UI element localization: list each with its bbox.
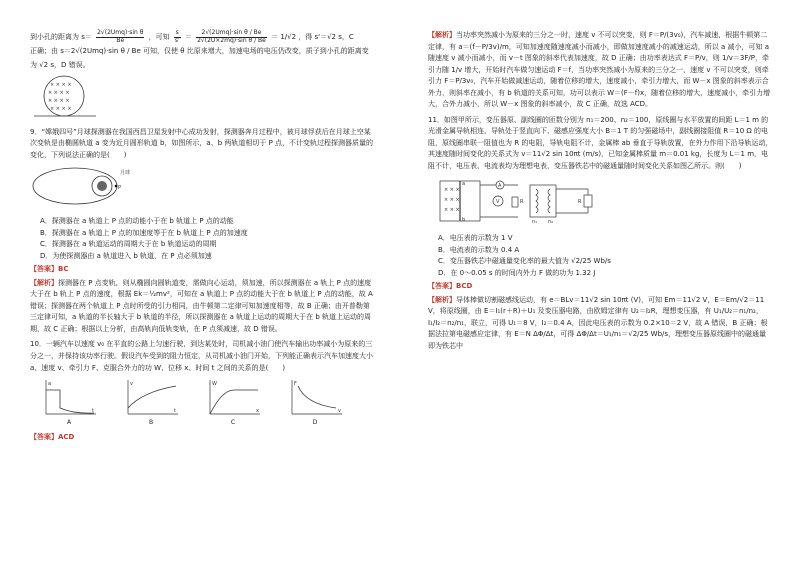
svg-text:V: V xyxy=(496,198,500,205)
svg-text:× × × ×: × × × × xyxy=(50,106,72,113)
svg-text:× × × ×: × × × × xyxy=(50,82,72,89)
svg-text:b: b xyxy=(462,216,466,223)
question-11-title: 11．如图甲所示，变压器原、副线圈的匝数分别为 n₁＝200、n₂＝100，原线圈与水平放置的间距 L＝1 m 的光滑金属导轨相连，导轨处于竖直向下、磁感应强度大小 B＝1 T 的匀强磁场中，副线圈接阻值 R＝10 Ω 的电阻，原线圈串联一阻值也为 R 的电阻，导轨电阻不计，金属棒 ab 垂直于导轨放置，在外力作用下沿导轨运动，其速度随时间变化的关系式为 v＝11√2 sin 10πt (m/s)，已知金属棒质量 m＝0.01 kg，长度为 L＝1 m，电阻不计，电压表、电流表均为理想电表，变压器铁芯中的磁通量随时间变化关系如图乙所示。则( ) xyxy=(428,115,773,171)
graph-c xyxy=(204,378,262,428)
fraction: $\frac{s}{s'}$ xyxy=(174,29,180,44)
circuit-figure xyxy=(438,177,773,230)
svg-text:A: A xyxy=(498,182,502,189)
svg-text:n₁: n₁ xyxy=(532,218,538,225)
svg-text:t: t xyxy=(92,408,94,415)
left-column xyxy=(30,30,375,446)
svg-text:F: F xyxy=(294,381,297,388)
paragraph: 正确；由 s＝2√(2Umq)·sin θ / Be 可知，仅使 θ 比原来增大，加速电场的电压仍改变，质子到小孔的距离变 xyxy=(30,47,369,56)
answer-11: 【答案】BCD xyxy=(428,282,473,291)
q10-graphs xyxy=(40,378,375,428)
analysis-11: 【解析】导体棒做切割磁感线运动，有 e＝BLv＝11√2 sin 10πt (V)，可知 Em＝11√2 V，E＝Em/√2＝11 V，将原线圈，由 E＝I₁(r＋R)＋U₁ 及变压器电路，由欧姆定律有 U₂＝I₂R，理想变压器，有 U₁/U₂＝n₁/n₂，I₁/I₂＝n₂/n₁，联立，可得 U₁＝8 V，I₂＝0.4 A，因此电压表的示数为 0.2×10＝2 V，故 A 错误，B 正确；根据法拉第电磁感应定律，有 E＝N ΔΦ/Δt，可得 ΔΦ/Δt＝U₁/n₁＝√2/25 Wb/s，理想变压器原线圈中的磁通量即为铁芯中 xyxy=(428,295,768,351)
analysis-10: 【解析】当功率突然减小为原来的三分之一时，速度 v 不可以突变，则 F＝P/(3v₀)，汽车减速，根据牛顿第二定律，有 a＝(f－P/3v)/m，可知加速度随速度减小而减小，即做加速度减小的减速运动，所以 a 减小，可知 a 随速度 v 减小而减小，而 v－t 图象的斜率代表加速度，故 D 正确；由功率表达式 F＝P/v，则 1/v＝3F/P，牵引力随 1/v 增大，开始时汽车做匀速运动 F＝f，当功率突然减小为原来的三分之一，速度 v 不可以突变，则牵引力 F＝P/3v₀，汽车开始做减速运动，随着位移的增大，速度减小，牵引力增大，而 W－x 图象的斜率表示合外力，则斜率在减小，有 b 轨道的关系可知，功可以表示 W＝(F－f)x，随着位移的增大，速度减小，牵引力增大，合外力减小，所以 W－x 图象的斜率减小，故 C 正确，故选 ACD。 xyxy=(428,31,771,109)
option-d: D．为使探测器由 a 轨道进入 b 轨道，在 P 点必须加速 xyxy=(40,251,212,260)
orbit-diagram xyxy=(30,164,140,208)
graph-a xyxy=(40,378,98,428)
svg-text:x: x xyxy=(256,408,259,415)
option-b: B．电流表的示数为 0.4 A xyxy=(438,245,520,254)
right-column xyxy=(428,30,773,355)
fraction: $\frac{\text{2√(2Umq)·sin θ}}{Be}$ xyxy=(97,29,144,44)
graph-d xyxy=(286,378,344,428)
analysis-9: 【解析】探测器在 P 点变轨，则从椭圆向圆轨道变，需做向心运动，须加速，所以探测器在 a 轨上 P 点的速度大于在 b 轨上 P 点的速度，根据 Ek＝½mv²，可知在 a 轨道上 P 点的动能大于在 b 轨道上 P 点的动能，故 A 错误；探测器在两个轨道上 P 点时所受的引力相同，由牛顿第二定律可知加速度相等，故 B 正确；由开普勒第三定律可知，a 轨道的半长轴大于 b 轨道的半径，所以探测器在 a 轨道上运动的周期大于在 b 轨道上运动的周期，故 C 正确；根据以上分析，由高轨向低轨变轨，在 P 点须减速，故 D 错误。 xyxy=(30,278,373,333)
graph-d-letter: D xyxy=(312,419,318,427)
option-c: C．探测器在 a 轨道运动的周期大于在 b 轨道运动的周期 xyxy=(40,240,217,249)
svg-text:v: v xyxy=(130,381,133,388)
svg-text:× × ×: × × × xyxy=(444,206,460,213)
analysis-tag: 【解析】 xyxy=(30,278,58,287)
analysis-tag: 【解析】 xyxy=(428,31,456,39)
magnetic-field-figure xyxy=(30,74,375,123)
svg-text:× × ×: × × × xyxy=(444,186,460,193)
option-c: C．变压器铁芯中磁通量变化率的最大值为 √2/25 Wb/s xyxy=(438,257,611,266)
svg-text:a: a xyxy=(48,381,52,388)
option-a: A．探测器在 a 轨道上 P 点的动能小于在 b 轨道上 P 点的动能 xyxy=(40,217,234,226)
svg-text:W: W xyxy=(212,381,217,388)
svg-text:× × × ×: × × × × xyxy=(48,98,70,105)
field-diagram xyxy=(30,74,100,118)
answer-10: 【答案】ACD xyxy=(30,433,75,442)
svg-text:n₂: n₂ xyxy=(548,218,554,225)
paragraph: 到小孔的距离为 s＝ $\frac{\text{2√(2Umq)·sin θ}}{Be}$ ，可知 $\frac{s}{s'}$ ＝ $\frac{\text{2√(2Umq)·sin θ / Be}}{\text{2√(2U×2mq)·sin θ / Be}}$ ＝ 1/√2 ，得 s'＝√2 s，C xyxy=(30,29,354,44)
graph-b xyxy=(122,378,180,428)
svg-text:× × ×: × × × xyxy=(444,196,460,203)
option-d: D．在 0～0.05 s 的时间内外力 F 做的功为 1.32 J xyxy=(438,268,596,277)
graph-a-letter: A xyxy=(66,419,72,427)
svg-text:a: a xyxy=(462,180,466,187)
option-b: B．探测器在 a 轨道上 P 点的加速度等于在 b 轨道上 P 点的加速度 xyxy=(40,228,248,237)
graph-c-letter: C xyxy=(230,419,236,427)
moon-label: 月球 xyxy=(120,170,131,177)
paragraph: 为 √2 s，D 错误。 xyxy=(30,60,90,69)
question-10-title: 10．一辆汽车以速度 v₀ 在平直的公路上匀速行驶，到达某处时，司机减小油门使汽车输出功率减小为原来的三分之一，并保持该功率行驶。假设汽车受到的阻力恒定，从司机减小油门开始，下列能正确表示汽车加速度大小 a、速度 v、牵引力 F、克服合外力的功 W、位移 x、时间 t 之间的关系的是( ) xyxy=(30,340,373,372)
fraction: $\frac{\text{2√(2Umq)·sin θ / Be}}{\text{2√(2U×2mq)·sin θ / Be}}$ xyxy=(197,29,266,44)
svg-text:v: v xyxy=(338,408,341,415)
svg-text:× × × ×: × × × × xyxy=(48,90,70,97)
svg-text:t: t xyxy=(174,408,176,415)
point-p-label: P xyxy=(118,185,122,192)
option-a: A．电压表的示数为 1 V xyxy=(438,234,513,243)
transformer-circuit-diagram xyxy=(438,177,598,225)
question-9-title: 9．“嫦娥四号”月球探测器在我国西昌卫星发射中心成功发射，探测器奔月过程中，被月球俘获后在月球上空某次变轨是由椭圆轨道 a 变为近月圆形轨道 b，如图所示，a、b 两轨道相切于 P 点，不计变轨过程探测器质量的变化，下列说法正确的是( ) xyxy=(30,127,374,159)
svg-text:R: R xyxy=(520,198,524,205)
orbit-figure xyxy=(30,164,375,213)
graph-b-letter: B xyxy=(148,419,154,427)
svg-text:R: R xyxy=(578,198,582,205)
analysis-tag: 【解析】 xyxy=(428,295,456,304)
answer-9: 【答案】BC xyxy=(30,265,69,274)
